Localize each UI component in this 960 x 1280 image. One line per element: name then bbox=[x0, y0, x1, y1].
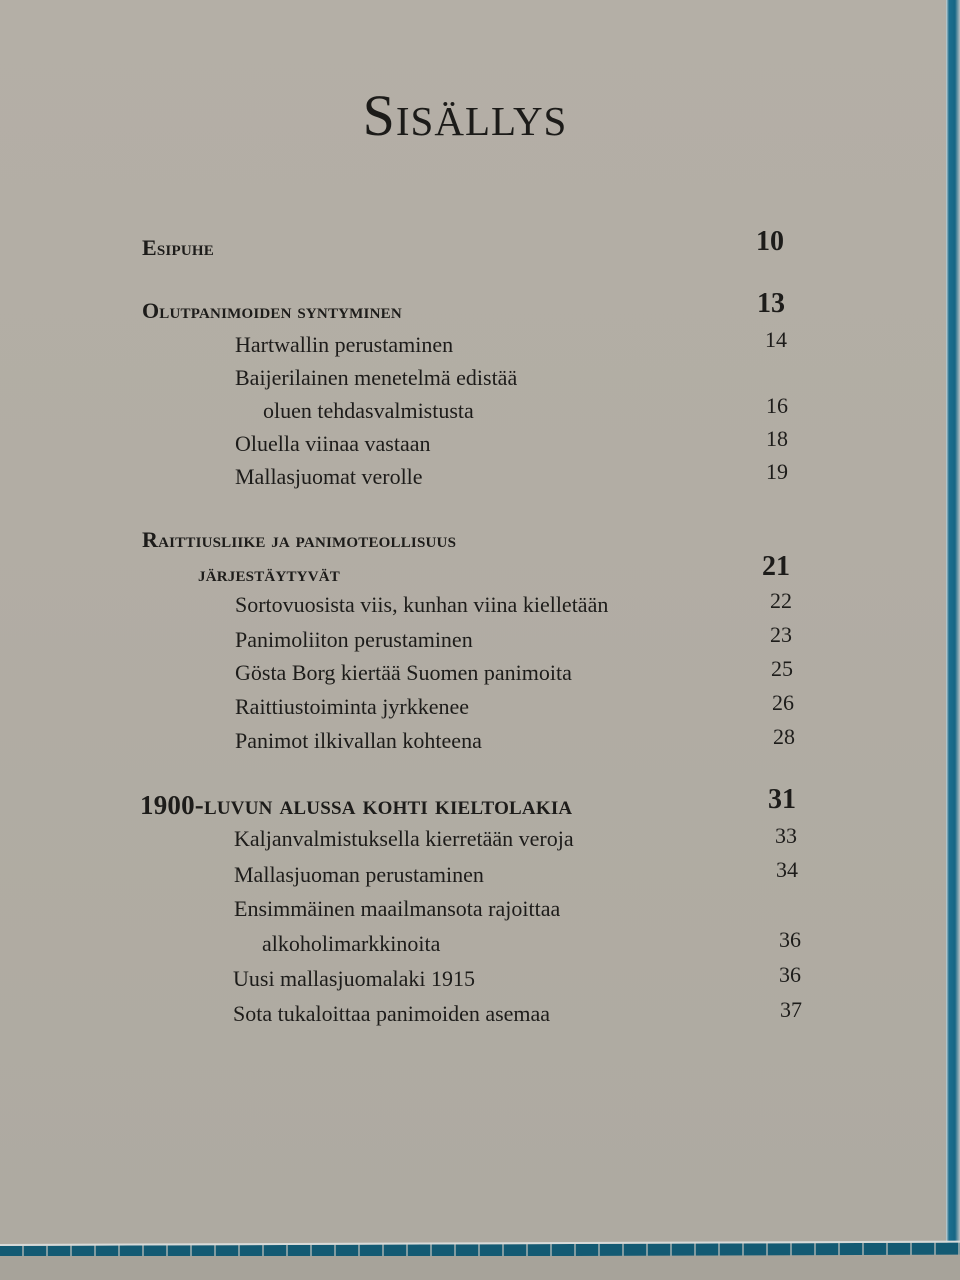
section-title: Oluella viinaa vastaan bbox=[235, 431, 431, 456]
section-page-number: 19 bbox=[766, 459, 788, 484]
section-title: Gösta Borg kiertää Suomen panimoita bbox=[235, 660, 572, 685]
section-page-number: 25 bbox=[771, 656, 793, 681]
section-title: Raittiustoiminta jyrkkenee bbox=[235, 694, 470, 719]
section-title-line1: Baijerilainen menetelmä edistää bbox=[235, 365, 518, 390]
section-page-number: 18 bbox=[766, 426, 788, 451]
section-title: Panimot ilkivallan kohteena bbox=[235, 728, 482, 753]
section-page-number: 37 bbox=[780, 997, 802, 1022]
page-title: Sisällys bbox=[362, 83, 568, 148]
chapter-title-text: 1900-luvun alussa kohti kieltolakia bbox=[140, 790, 573, 820]
section-title: Hartwallin perustaminen bbox=[235, 332, 454, 357]
chapter-title: Olutpanimoiden syntyminen bbox=[142, 298, 402, 323]
chapter-title-line1: Raittiusliike ja panimoteollisuus bbox=[142, 527, 457, 552]
section-page-number: 16 bbox=[766, 393, 788, 418]
chapter-page-number: 31 bbox=[768, 784, 796, 815]
section-page-number: 33 bbox=[775, 823, 797, 848]
section-title: Mallasjuoman perustaminen bbox=[234, 862, 484, 887]
section-page-number: 36 bbox=[779, 927, 801, 952]
chapter-page-number: 13 bbox=[757, 288, 785, 319]
section-title: Mallasjuomat verolle bbox=[235, 464, 423, 489]
section-page-number: 36 bbox=[779, 962, 801, 987]
chapter-title bbox=[140, 790, 572, 821]
chapter-page-number: 21 bbox=[762, 551, 790, 582]
section-page-number: 14 bbox=[765, 327, 787, 352]
section-page-number: 28 bbox=[773, 724, 795, 749]
section-title: Panimoliiton perustaminen bbox=[235, 627, 473, 652]
table-surface bbox=[0, 1256, 960, 1280]
section-title-line2: oluen tehdasvalmistusta bbox=[263, 398, 474, 423]
chapter-title: Esipuhe bbox=[142, 235, 214, 260]
section-title: Sortovuosista viis, kunhan viina kielletään bbox=[235, 592, 609, 617]
section-page-number: 23 bbox=[770, 622, 792, 647]
section-title-line1: Ensimmäinen maailmansota rajoittaa bbox=[234, 896, 561, 921]
section-page-number: 34 bbox=[776, 857, 798, 882]
chapter-page-number: 10 bbox=[756, 226, 784, 257]
section-title: Kaljanvalmistuksella kierretään veroja bbox=[234, 826, 574, 851]
book-cover-edge-right bbox=[946, 0, 960, 1250]
chapter-title-line2: järjestäytyvät bbox=[198, 561, 340, 586]
section-page-number: 22 bbox=[770, 588, 792, 613]
section-title-line2: alkoholimarkkinoita bbox=[262, 931, 441, 956]
section-page-number: 26 bbox=[772, 690, 794, 715]
section-title: Sota tukaloittaa panimoiden asemaa bbox=[233, 1001, 551, 1026]
section-title: Uusi mallasjuomalaki 1915 bbox=[233, 966, 475, 991]
